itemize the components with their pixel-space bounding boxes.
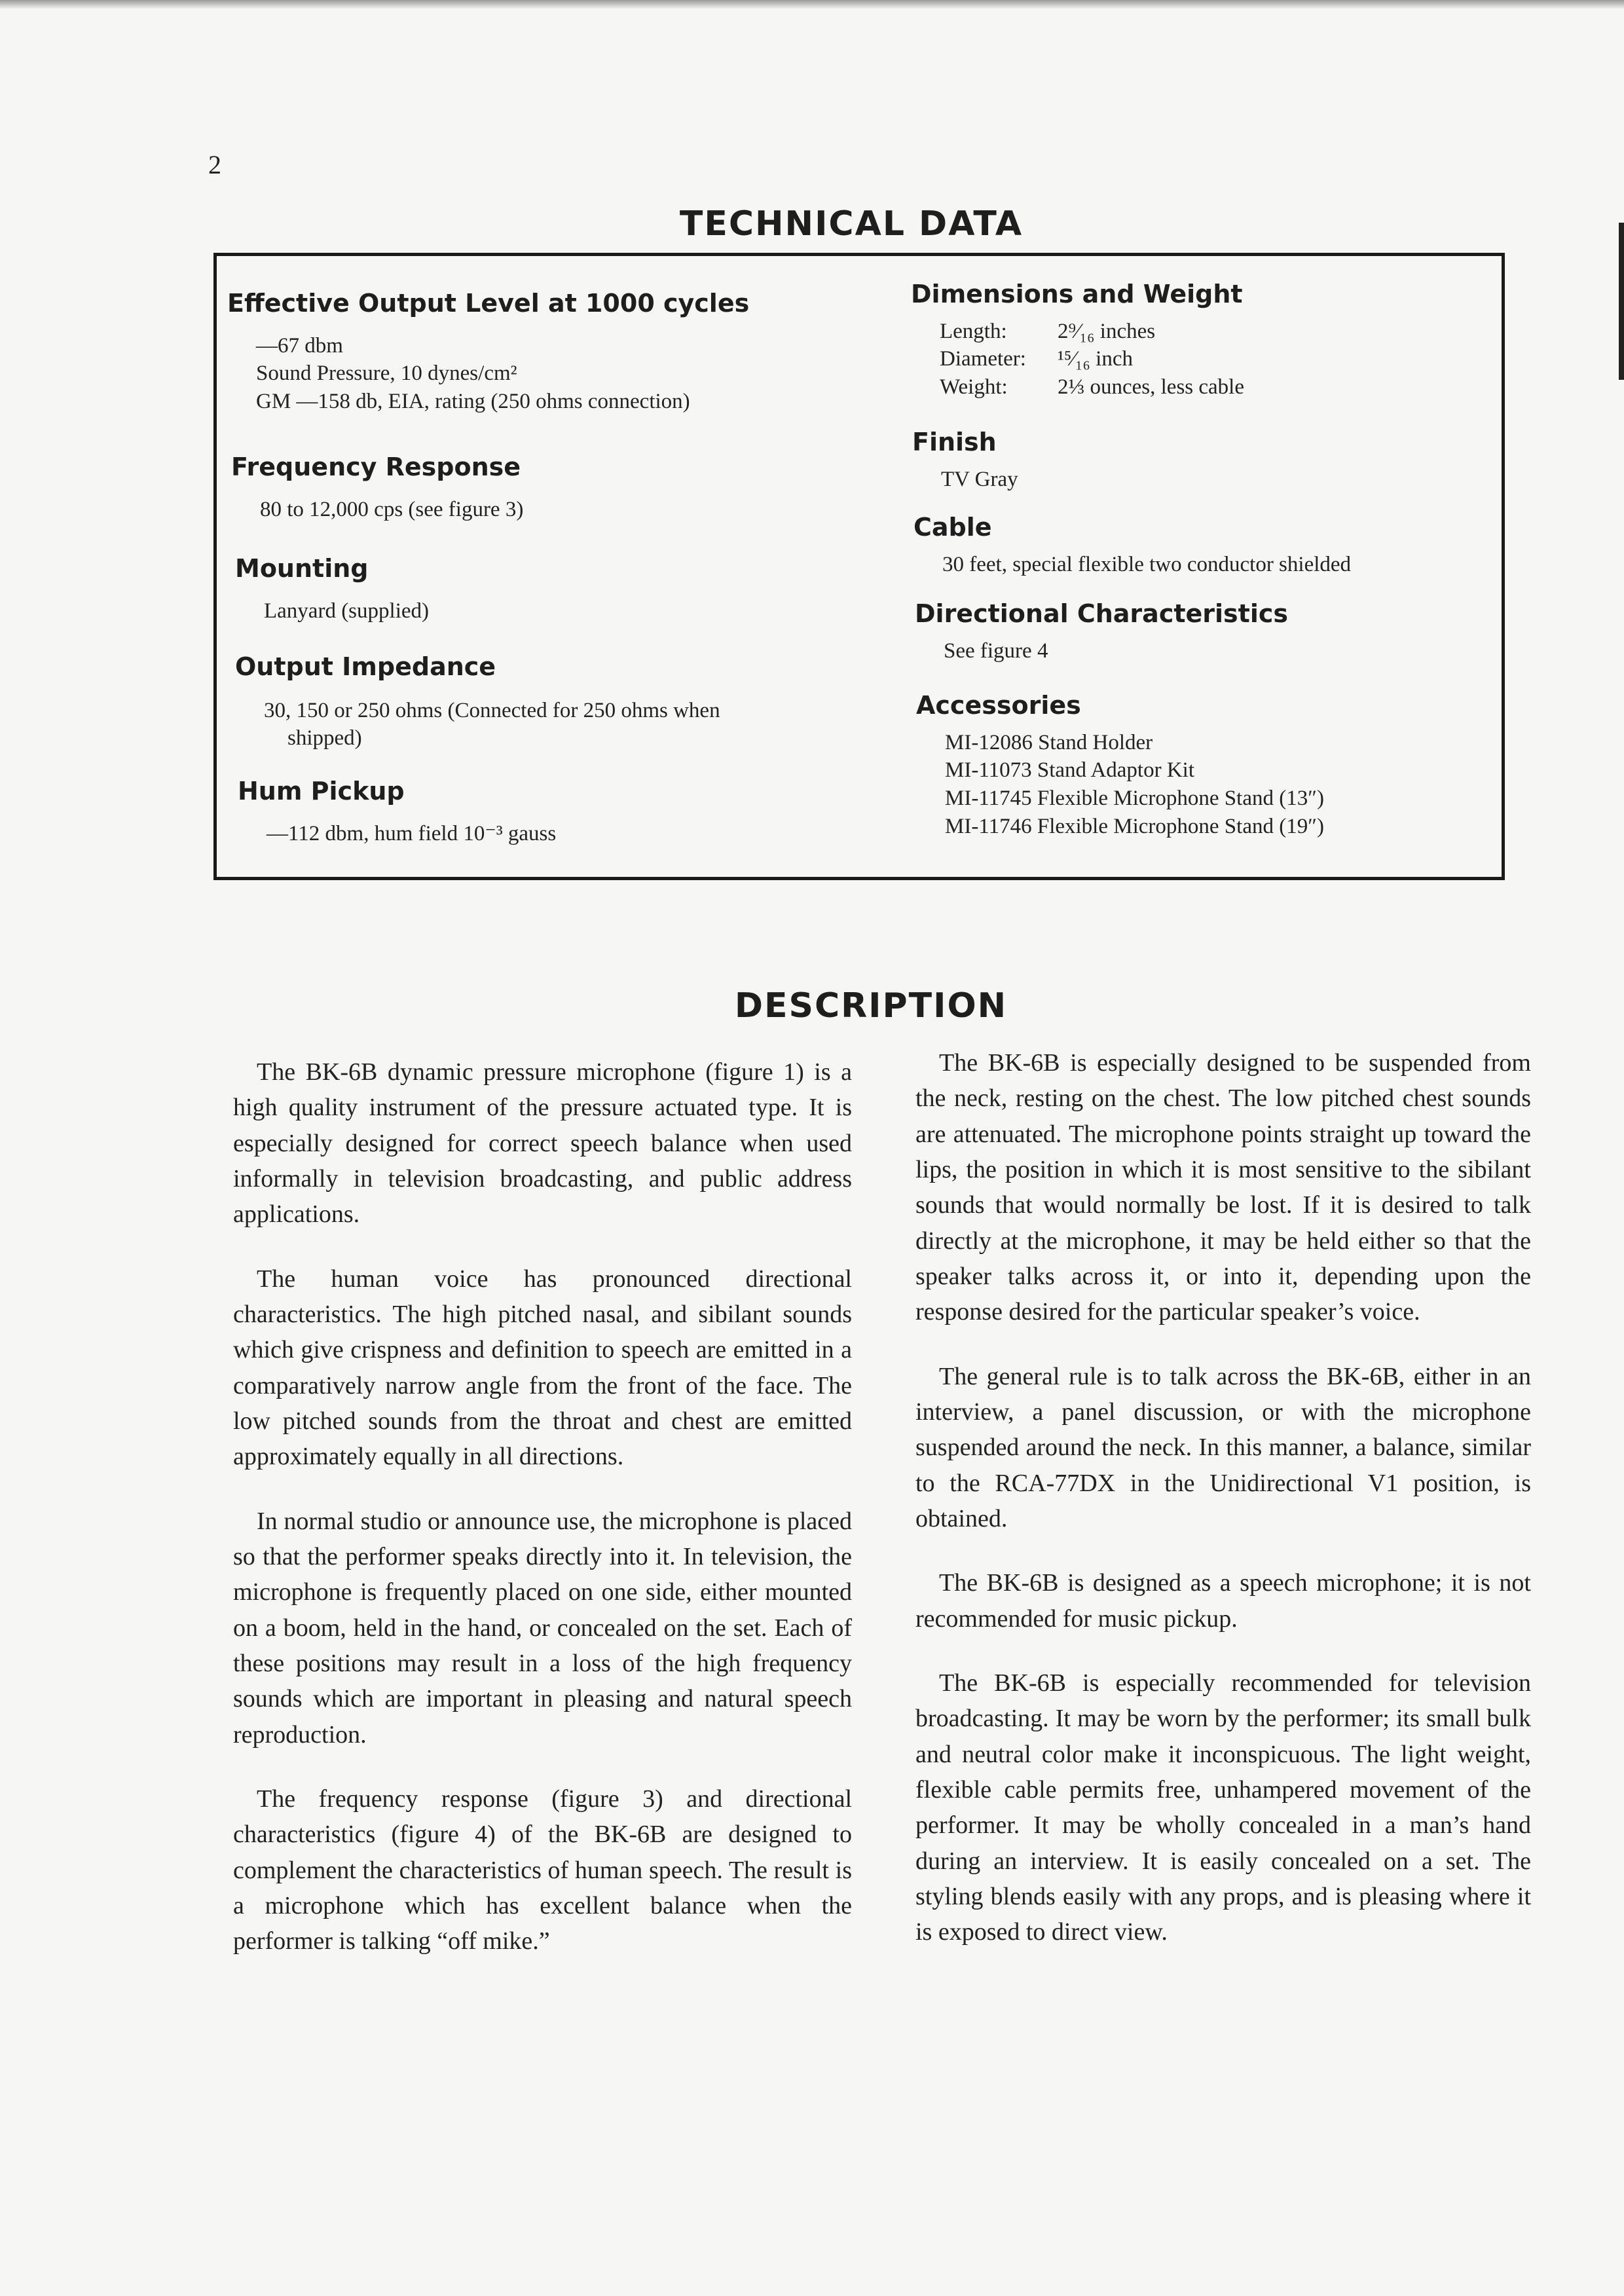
length-label: Length: <box>940 319 1007 343</box>
output-level-dbm: —67 dbm <box>256 333 343 358</box>
output-impedance-value: 30, 150 or 250 ohms (Connected for 250 ohms when <box>264 698 720 722</box>
diameter-value: ¹⁵⁄₁₆ inch <box>1058 347 1133 371</box>
output-level-title: Effective Output Level at 1000 cycles <box>227 289 750 318</box>
cable-section <box>913 513 1490 578</box>
accessories-title: Accessories <box>916 691 1081 720</box>
mounting-section <box>235 554 429 625</box>
description-right-column <box>915 1045 1531 1979</box>
hum-pickup-title: Hum Pickup <box>238 777 405 805</box>
description-paragraph: The BK-6B dynamic pressure microphone (figure 1) is a high quality instrument of the pressure actuated type. It is especially designed for correct speech balance when used informally in television broadcasting, and public address applications. <box>233 1058 852 1229</box>
weight-row <box>940 373 1494 401</box>
cable-title: Cable <box>913 513 992 542</box>
finish-title: Finish <box>912 428 997 456</box>
mounting-value: Lanyard (supplied) <box>264 599 429 623</box>
hum-pickup-value: —112 dbm, hum field 10⁻³ gauss <box>267 821 557 845</box>
accessory-item: MI-11073 Stand Adaptor Kit <box>945 758 1194 783</box>
description-left-column <box>233 1054 852 1988</box>
page-number: 2 <box>208 150 221 179</box>
dimensions-title: Dimensions and Weight <box>911 280 1243 308</box>
directional-title: Directional Characteristics <box>915 599 1288 628</box>
directional-section <box>915 599 1288 665</box>
accessory-item: MI-11746 Flexible Microphone Stand (19″) <box>945 815 1324 839</box>
description-paragraph: In normal studio or announce use, the microphone is placed so that the performer speaks directly into it. In television, the microphone is frequently placed on one side, either mounted on a boom, held in the hand, or concealed on the set. Each of these positions may result in a loss of the high frequency sounds which are important in pleasing and natural speech reproduction. <box>233 1507 852 1749</box>
mounting-title: Mounting <box>235 554 369 583</box>
output-impedance-section <box>235 652 877 752</box>
page-edge <box>0 0 1624 9</box>
weight-value: 2⅓ ounces, less cable <box>1058 375 1244 399</box>
description-paragraph: The human voice has pronounced directional characteristics. The high pitched nasal, and sibilant sounds which give crispness and definition to speech are emitted in a comparatively narrow angle from the front of the face. The low pitched sounds from the throat and chest are emitted approximately equally in all directions. <box>233 1265 852 1471</box>
finish-value: TV Gray <box>941 467 1018 491</box>
page-edge-right <box>1619 223 1624 380</box>
dimensions-section <box>911 280 1494 401</box>
accessory-item: MI-11745 Flexible Microphone Stand (13″) <box>945 787 1324 811</box>
accessories-section <box>916 691 1492 841</box>
length-row <box>940 318 1494 346</box>
frequency-response-section <box>231 453 523 523</box>
frequency-response-value: 80 to 12,000 cps (see figure 3) <box>260 497 524 521</box>
diameter-label: Diameter: <box>940 347 1026 371</box>
output-level-rating: GM —158 db, EIA, rating (250 ohms connection) <box>256 390 690 414</box>
output-impedance-value-cont: shipped) <box>287 726 362 750</box>
cable-value: 30 feet, special flexible two conductor shielded <box>942 552 1352 576</box>
diameter-row <box>940 345 1494 373</box>
finish-section <box>912 428 1018 493</box>
technical-data-heading: TECHNICAL DATA <box>679 204 1024 244</box>
directional-value: See figure 4 <box>944 639 1048 663</box>
output-level-section <box>227 289 882 416</box>
length-value: 2⁹⁄₁₆ inches <box>1058 319 1156 343</box>
output-level-pressure: Sound Pressure, 10 dynes/cm² <box>256 361 517 386</box>
output-impedance-title: Output Impedance <box>235 652 496 681</box>
weight-label: Weight: <box>940 375 1008 399</box>
description-paragraph: The BK-6B is especially designed to be suspended from the neck, resting on the chest. The low pitched chest sounds are attenuated. The microphone points straight up toward the lips, the position in which it is most sensitive to the sibilant sounds that would normally be lost. If it is desired to talk directly at the microphone, it may be held either so that the speaker talks across it, or into it, depending upon the response desired for the particular speaker’s voice. <box>915 1049 1531 1326</box>
description-paragraph: The BK-6B is especially recommended for television broadcasting. It may be worn by the performer; its small bulk and neutral color make it inconspicuous. The light weight, flexible cable permits free, unhampered movement of the performer. It may be wholly concealed in a man’s hand during an interview. It is easily concealed on a set. The styling blends easily with any props, and is pleasing where it is exposed to direct view. <box>915 1669 1531 1946</box>
description-paragraph: The general rule is to talk across the BK-6B, either in an interview, a panel discussion, or with the microphone suspended around the neck. In this manner, a balance, similar to the RCA-77DX in the Unidirectional V1 position, is obtained. <box>915 1362 1531 1532</box>
accessory-item: MI-12086 Stand Holder <box>945 730 1153 754</box>
frequency-response-title: Frequency Response <box>231 453 521 481</box>
description-paragraph: The BK-6B is designed as a speech microphone; it is not recommended for music pickup. <box>915 1569 1531 1633</box>
technical-data-box <box>213 253 1505 880</box>
description-paragraph: The frequency response (figure 3) and directional characteristics (figure 4) of the BK-6B are designed to complement the characteristics of human speech. The result is a microphone which has excellent balance when the performer is talking “off mike.” <box>233 1785 852 1955</box>
hum-pickup-section <box>238 777 556 847</box>
description-heading: DESCRIPTION <box>734 986 1008 1026</box>
